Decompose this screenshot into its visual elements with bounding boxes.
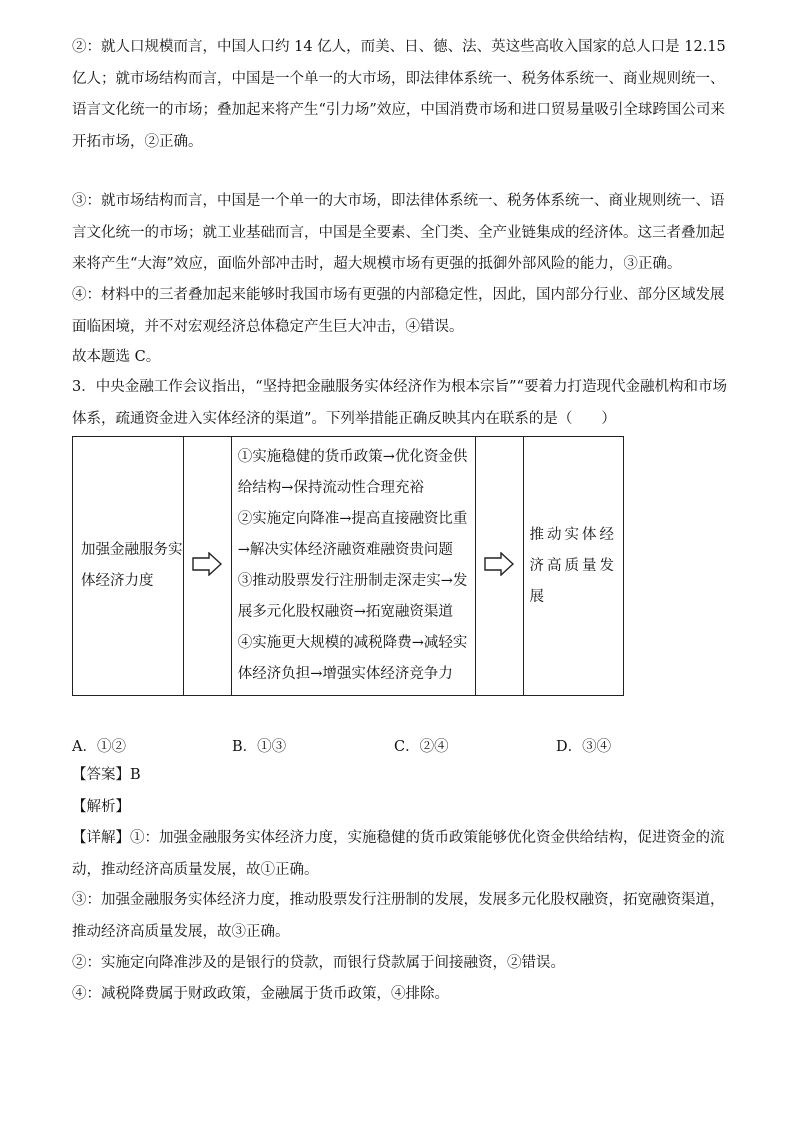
option-a[interactable]: A．①② [72,739,126,755]
detail-tag: 【详解】 [72,830,130,846]
right-arrow-icon [192,552,222,576]
detail-4: ④：减税降费属于财政政策，金融属于货币政策，④排除。 [72,986,449,1002]
option-b[interactable]: B．①③ [232,739,287,755]
flow-cause-cell: 加强金融服务实体经济力度 [73,437,184,696]
analysis-tag: 【解析】 [72,799,130,815]
flow-table [72,436,624,696]
flow-result-cell: 推动实体经济高质量发展 [523,437,623,696]
prev-conclusion: 故本题选 C。 [72,349,161,365]
flow-arrow-cell-2 [475,437,523,696]
detail-1-text: ①：加强金融服务实体经济力度，实施稳健的货币政策能够优化资金供给结构，促进资金的流动，推动经济高质量发展，故①正确。 [72,830,725,878]
prev-analysis-4: ④：材料中的三者叠加起来能够时我国市场有更强的内部稳定性，因此，国内部分行业、部分区域发展面临困境，并不对宏观经济总体稳定产生巨大冲击，④错误。 [72,287,725,335]
prev-analysis-3: ③：就市场结构而言，中国是一个单一的大市场，即法律体系统一、税务体系统一、商业规则统一、语言文化统一的市场；就工业基础而言，中国是全要素、全门类、全产业链集成的经济体。这三者叠加起来将产生“大海”效应，面临外部冲击时，超大规模市场有更强的抵御外部风险的能力，③正确。 [72,193,725,272]
answer-line [72,765,141,785]
measure-item: ③推动股票发行注册制走深走实→发展多元化股权融资→拓宽融资渠道 [237,573,468,620]
measure-item: ②实施定向降准→提高直接融资比重→解决实体经济融资难融资贵问题 [237,511,468,558]
detail-2: ②：实施定向降准涉及的是银行的贷款，而银行贷款属于间接融资，②错误。 [72,955,565,971]
question-stem: 3．中央金融工作会议指出，“坚持把金融服务实体经济作为根本宗旨”“要着力打造现代金融机构和市场体系，疏通资金进入实体经济的渠道”。下列举措能正确反映其内在联系的是（ ） [72,379,727,427]
flow-measures-cell [231,437,475,696]
measure-item: ①实施稳健的货币政策→优化资金供给结构→保持流动性合理充裕 [237,449,468,496]
right-arrow-icon [484,552,514,576]
flow-arrow-cell-1 [183,437,231,696]
detail-3: ③：加强金融服务实体经济力度，推动股票发行注册制的发展，发展多元化股权融资，拓宽融资渠道，推动经济高质量发展，故③正确。 [72,892,725,940]
option-c[interactable]: C．②④ [394,739,449,755]
answer-tag: 【答案】 [72,767,130,783]
option-d[interactable]: D．③④ [556,739,612,755]
prev-analysis-2: ②：就人口规模而言，中国人口约 14 亿人，而美、日、德、法、英这些高收入国家的总人口是 12.15 亿人；就市场结构而言，中国是一个单一的大市场，即法律体系统一、税务体系统一、商业规则统一、语言文化统一的市场；叠加起来将产生“引力场”效应，中国消费市场和进口贸易量吸引全球跨国公司来开拓市场，②正确。 [72,39,726,150]
measure-item: ④实施更大规模的减税降费→减轻实体经济负担→增强实体经济竞争力 [237,635,468,682]
detail-1 [72,823,732,886]
answer-value: B [130,767,141,783]
